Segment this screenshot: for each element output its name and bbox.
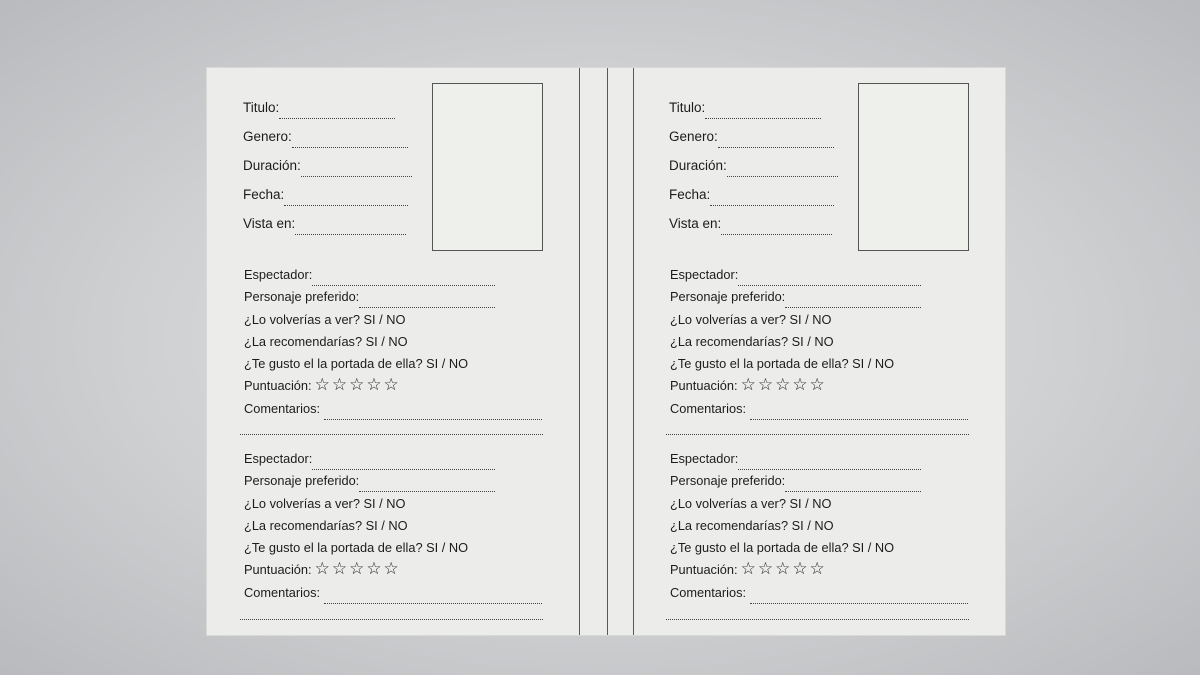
puntuacion-field: Puntuación: ☆☆☆☆☆ <box>244 375 401 395</box>
titulo-field: Titulo: <box>243 100 395 115</box>
puntuacion-field: Puntuación: ☆☆☆☆☆ <box>670 559 827 579</box>
fecha-field: Fecha: <box>669 187 834 202</box>
espectador-field: Espectador: <box>244 267 495 282</box>
personaje-field: Personaje preferido: <box>670 289 921 304</box>
puntuacion-field: Puntuación: ☆☆☆☆☆ <box>670 375 827 395</box>
espectador-field: Espectador: <box>670 451 921 466</box>
comentarios-field: Comentarios: <box>244 401 542 416</box>
comment-line <box>666 434 969 435</box>
recomendarias-question: ¿La recomendarías? SI / NO <box>244 518 408 533</box>
volverias-question: ¿Lo volverías a ver? SI / NO <box>670 496 832 511</box>
espectador-field: Espectador: <box>244 451 495 466</box>
personaje-field: Personaje preferido: <box>244 473 495 488</box>
volverias-question: ¿Lo volverías a ver? SI / NO <box>244 496 406 511</box>
comment-line <box>666 619 969 620</box>
portada-question: ¿Te gusto el la portada de ella? SI / NO <box>244 540 469 555</box>
genero-field: Genero: <box>669 129 834 144</box>
comentarios-field: Comentarios: <box>244 585 542 600</box>
left-card <box>207 68 587 635</box>
star-rating-icon: ☆☆☆☆☆ <box>740 375 827 395</box>
comentarios-field: Comentarios: <box>670 585 968 600</box>
fold-line <box>579 68 580 635</box>
cover-photo-box <box>432 83 543 251</box>
puntuacion-field: Puntuación: ☆☆☆☆☆ <box>244 559 401 579</box>
portada-question: ¿Te gusto el la portada de ella? SI / NO <box>244 356 469 371</box>
fold-line <box>607 68 608 635</box>
star-rating-icon: ☆☆☆☆☆ <box>314 559 401 579</box>
recomendarias-question: ¿La recomendarías? SI / NO <box>244 334 408 349</box>
duracion-field: Duración: <box>243 158 412 173</box>
portada-question: ¿Te gusto el la portada de ella? SI / NO <box>670 540 895 555</box>
titulo-field: Titulo: <box>669 100 821 115</box>
printed-sheet <box>207 68 1005 635</box>
portada-question: ¿Te gusto el la portada de ella? SI / NO <box>670 356 895 371</box>
volverias-question: ¿Lo volverías a ver? SI / NO <box>244 312 406 327</box>
comment-line <box>240 434 543 435</box>
cover-photo-box <box>858 83 969 251</box>
personaje-field: Personaje preferido: <box>670 473 921 488</box>
star-rating-icon: ☆☆☆☆☆ <box>314 375 401 395</box>
espectador-field: Espectador: <box>670 267 921 282</box>
recomendarias-question: ¿La recomendarías? SI / NO <box>670 518 834 533</box>
star-rating-icon: ☆☆☆☆☆ <box>740 559 827 579</box>
vista-en-field: Vista en: <box>243 216 406 231</box>
duracion-field: Duración: <box>669 158 838 173</box>
right-card <box>633 68 1013 635</box>
personaje-field: Personaje preferido: <box>244 289 495 304</box>
recomendarias-question: ¿La recomendarías? SI / NO <box>670 334 834 349</box>
vista-en-field: Vista en: <box>669 216 832 231</box>
genero-field: Genero: <box>243 129 408 144</box>
fecha-field: Fecha: <box>243 187 408 202</box>
volverias-question: ¿Lo volverías a ver? SI / NO <box>670 312 832 327</box>
comentarios-field: Comentarios: <box>670 401 968 416</box>
comment-line <box>240 619 543 620</box>
